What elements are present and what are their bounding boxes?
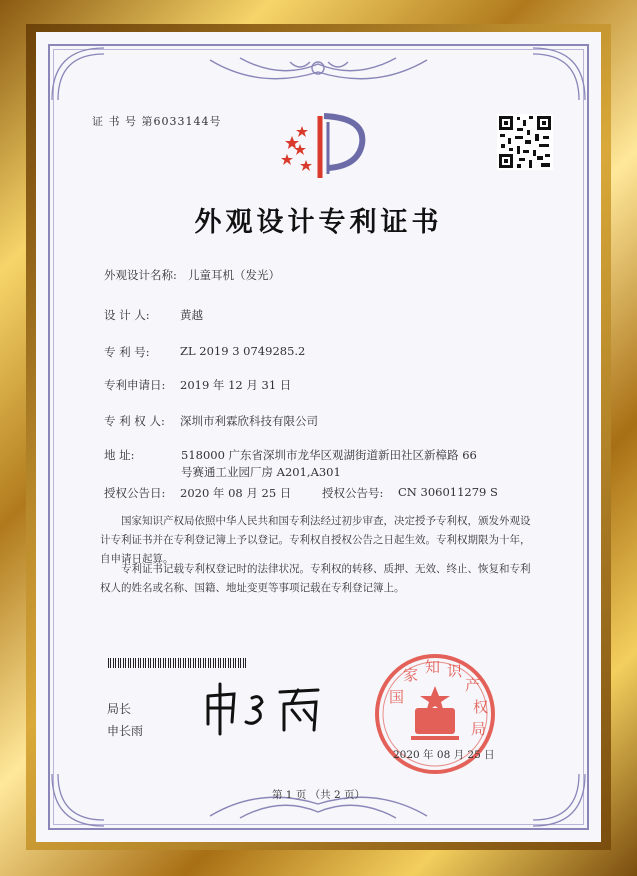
design-name-label: 外观设计名称: <box>104 268 177 282</box>
address-line-1: 518000 广东省深圳市龙华区观湖街道新田社区新樟路 66 <box>181 448 477 462</box>
grant-number-value: CN 306011279 S <box>398 485 498 499</box>
svg-text:国: 国 <box>389 688 405 706</box>
director-name: 申长雨 <box>107 724 144 738</box>
grant-date-value: 2020 年 08 月 25 日 <box>180 486 292 500</box>
filing-date-value: 2019 年 12 月 31 日 <box>180 378 292 392</box>
patentee-value: 深圳市利霖欣科技有限公司 <box>180 414 318 428</box>
qr-code-icon <box>497 114 553 170</box>
svg-text:识: 识 <box>447 662 463 680</box>
body-paragraph-2: 专利证书记载专利权登记时的法律状况。专利权的转移、质押、无效、终止、恢复和专利权人的姓名或名称、国籍、地址变更等事项记载在专利登记簿上。 <box>100 563 531 594</box>
svg-text:权: 权 <box>473 698 489 716</box>
barcode <box>108 658 248 668</box>
svg-text:家: 家 <box>403 666 419 684</box>
filing-date-label: 专利申请日: <box>104 378 166 392</box>
cnipa-logo-icon <box>278 108 368 180</box>
grant-date-label: 授权公告日: <box>104 486 166 500</box>
corner-ornament-top-left <box>48 44 108 104</box>
corner-ornament-top-right <box>529 44 589 104</box>
patent-number-label: 专 利 号: <box>104 345 150 359</box>
page-indicator: 第 1 页 （共 2 页） <box>271 789 366 801</box>
designer-label: 设 计 人: <box>104 308 150 322</box>
designer-value: 黄越 <box>180 308 203 322</box>
patentee-label: 专 利 权 人: <box>104 414 165 428</box>
patent-number-value: ZL 2019 3 0749285.2 <box>180 344 306 358</box>
certificate-number: 证 书 号 第6033144号 <box>92 115 222 128</box>
grant-number-label: 授权公告号: <box>322 486 384 500</box>
document-title: 外观设计专利证书 <box>194 207 443 238</box>
seal-date: 2020 年 08 月 25 日 <box>393 749 495 761</box>
body-paragraph-1: 国家知识产权局依照中华人民共和国专利法经过初步审查，决定授予专利权，颁发外观设计专利证书并在专利登记簿上予以登记。专利权自授权公告之日起生效。专利权期限为十年，自申请日起算。 <box>100 515 531 565</box>
top-ornament <box>200 50 437 90</box>
svg-text:知: 知 <box>425 658 441 676</box>
design-name-value: 儿童耳机（发光） <box>188 268 280 282</box>
address-line-2: 号赛通工业园厂房 A201,A301 <box>181 465 341 479</box>
handwritten-signature <box>200 678 330 738</box>
director-title: 局长 <box>107 702 132 716</box>
svg-text:局: 局 <box>471 720 487 738</box>
address-label: 地 址: <box>104 448 135 462</box>
svg-text:产: 产 <box>465 676 481 694</box>
